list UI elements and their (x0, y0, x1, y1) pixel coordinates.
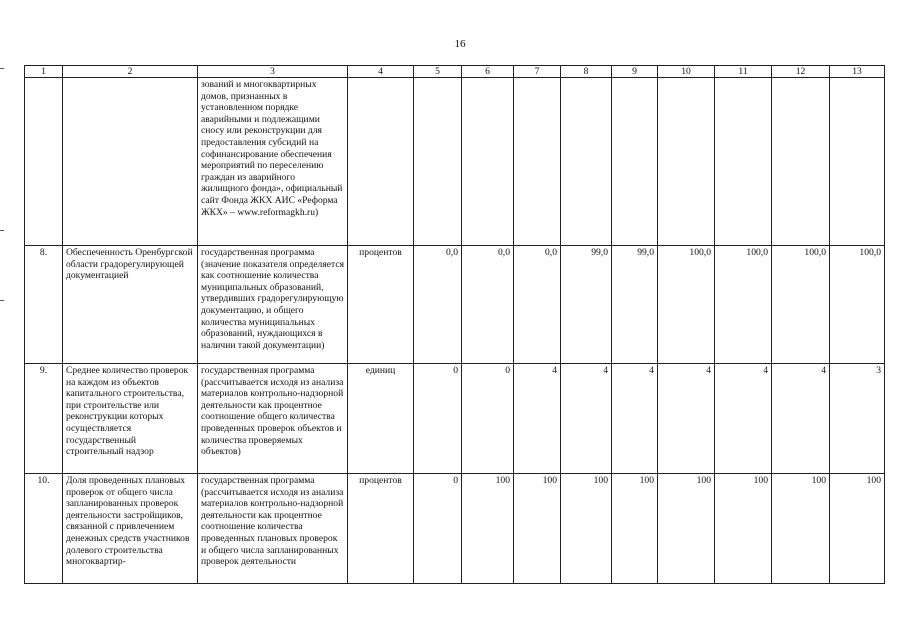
column-header: 9 (612, 66, 658, 78)
indicator-name (63, 78, 198, 246)
value-cell: 3 (830, 364, 885, 474)
column-header: 12 (772, 66, 830, 78)
column-header: 6 (462, 66, 514, 78)
value-cell: 100 (561, 474, 612, 584)
row-number (25, 78, 63, 246)
scan-edge-mark (0, 230, 4, 231)
value-cell: 99,0 (561, 246, 612, 364)
value-cell: 99,0 (612, 246, 658, 364)
page-number: 16 (454, 38, 466, 50)
value-cell: 100,0 (772, 246, 830, 364)
column-header: 5 (414, 66, 462, 78)
value-cell: 100 (514, 474, 561, 584)
column-header: 10 (658, 66, 715, 78)
value-cell (612, 78, 658, 246)
value-cell: 4 (658, 364, 715, 474)
unit-of-measure: единиц (348, 364, 414, 474)
column-header: 4 (348, 66, 414, 78)
value-cell: 0,0 (462, 246, 514, 364)
table-row (25, 474, 885, 584)
value-cell (715, 78, 772, 246)
column-number-row (25, 66, 885, 78)
row-number: 8. (25, 246, 63, 364)
value-cell (514, 78, 561, 246)
indicator-name: Доля проведенных плановых проверок от общего числа запланированных проверок деятельности застройщиков, связанной с привлечением денежных средств участников долевого строительства многоквартир- (63, 474, 198, 584)
value-cell: 4 (612, 364, 658, 474)
value-cell: 0,0 (514, 246, 561, 364)
indicator-source: государственная программа (рассчитывается исходя из анализа материалов контрольно-надзорной деятельности как процентное соотношение количества проведенных плановых проверок и общего числа запланированных проверок деятельности (198, 474, 348, 584)
value-cell: 4 (772, 364, 830, 474)
column-header: 13 (830, 66, 885, 78)
value-cell: 100 (462, 474, 514, 584)
column-header: 8 (561, 66, 612, 78)
value-cell: 4 (514, 364, 561, 474)
indicator-source: государственная программа (рассчитывается исходя из анализа материалов контрольно-надзорной деятельности как процентное соотношение общего количества проведенных проверок объектов и количества проверяемых объектов) (198, 364, 348, 474)
row-number: 10. (25, 474, 63, 584)
value-cell (658, 78, 715, 246)
value-cell (462, 78, 514, 246)
unit-of-measure: процентов (348, 474, 414, 584)
value-cell: 4 (561, 364, 612, 474)
value-cell: 0 (462, 364, 514, 474)
value-cell: 4 (715, 364, 772, 474)
value-cell: 0 (414, 474, 462, 584)
indicator-source: государственная программа (значение показателя определяется как соотношение количества муниципальных образований, утвердивших градорегулирующую документацию, и общего количества муниципальных образований, нуждающихся в наличии такой документации) (198, 246, 348, 364)
indicator-name: Среднее количество проверок на каждом из объектов капитального строительства, при строительстве или реконструкции которых осуществляется государственный строительный надзор (63, 364, 198, 474)
value-cell: 0 (414, 364, 462, 474)
table-row (25, 364, 885, 474)
value-cell: 100 (830, 474, 885, 584)
value-cell: 100,0 (715, 246, 772, 364)
scan-edge-mark (0, 68, 4, 69)
value-cell: 0,0 (414, 246, 462, 364)
row-number: 9. (25, 364, 63, 474)
table-row (25, 246, 885, 364)
column-header: 2 (63, 66, 198, 78)
value-cell: 100,0 (830, 246, 885, 364)
column-header: 1 (25, 66, 63, 78)
indicator-source: зований и многоквартирных домов, признанных в установленном порядке аварийными и подлежащими сносу или реконструкции для предоставления субсидий на софинансирование обеспечения мероприятий по переселению граждан из аварийного жилищного фонда», официальный сайт Фонда ЖКХ АИС «Реформа ЖКХ» – www.reformagkh.ru) (198, 78, 348, 246)
value-cell: 100 (772, 474, 830, 584)
value-cell: 100 (658, 474, 715, 584)
value-cell (414, 78, 462, 246)
indicator-name: Обеспеченность Оренбургской области градорегулирующей документацией (63, 246, 198, 364)
value-cell (830, 78, 885, 246)
scan-edge-mark (0, 300, 4, 301)
unit-of-measure: процентов (348, 246, 414, 364)
column-header: 7 (514, 66, 561, 78)
indicators-table (24, 65, 885, 584)
column-header: 3 (198, 66, 348, 78)
value-cell: 100 (715, 474, 772, 584)
value-cell: 100 (612, 474, 658, 584)
value-cell (772, 78, 830, 246)
column-header: 11 (715, 66, 772, 78)
value-cell (561, 78, 612, 246)
unit-of-measure (348, 78, 414, 246)
value-cell: 100,0 (658, 246, 715, 364)
table-row-continuation (25, 78, 885, 246)
